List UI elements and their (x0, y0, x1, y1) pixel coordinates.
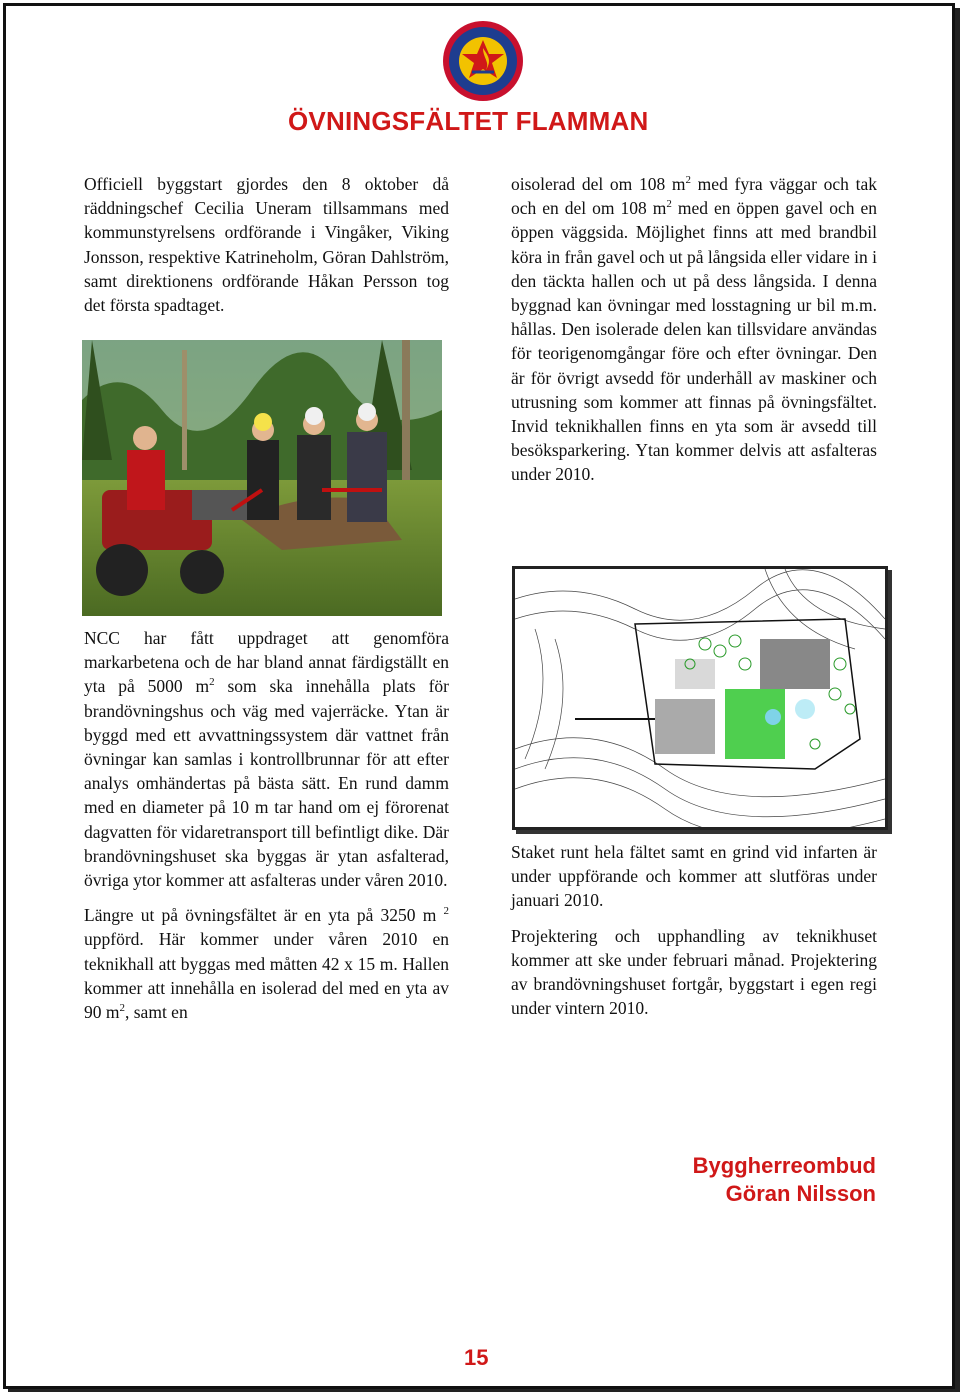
signature-block (693, 1152, 876, 1208)
rescue-service-logo (442, 20, 524, 102)
left-column-top (84, 172, 449, 328)
signature-name: Göran Nilsson (725, 1181, 876, 1206)
paragraph-hall-description: oisolerad del om 108 $m^2$ med fyra väggar och tak och en del om 108 $m^2$ med en öppen gavel och en öppen väggsida. Möjlighet finns att med brandbil köra in från gavel och ut på långsida eller vidare in i den täckta hallen och ut på dess långsida. I denna byggnad kan övningar med losstagning ur bil m.m. hållas. Den isolerade delen kan tillsvidare användas för teorigenomgångar före och efter övningar. Den är för övrigt avsedd för underhåll av maskiner och utrusning som kommer att finnas på övningsfältet. Invid teknikhallen finns en yta som är avsedd till besöksparkering. Ytan kommer delvis att asfalteras under 2010. (511, 174, 877, 485)
groundbreaking-photo (82, 340, 442, 616)
paragraph-ncc: NCC har fått uppdraget att genomföra markarbetena och de har bland annat färdigställt en yta på 5000 $m^2$ som ska innehålla plats för brandövningshus och väg med vajerräcke. Ytan är byggd med ett avvattningssystem där vattnet från övningar kan samlas i kontrollbrunnar för att efter analys omhändertas på bästa sätt. En rund damm med en diameter på 10 m tar hand om ej förorenat dagvatten för vidaretransport till befintligt dike. Där brandövningshuset ska byggas är ytan asfalterad, övriga ytor kommer att asfalteras under våren 2010. (84, 628, 449, 891)
paragraph-projecting: Projektering och upphandling av teknikhuset kommer att ske under februari månad. Projektering av brandövningshuset fortgår, byggstart i egen regi under vintern 2010. (511, 925, 877, 1019)
site-plan-map (512, 566, 888, 830)
signature-role: Byggherreombud (692, 1153, 876, 1178)
paragraph-fence: Staket runt hela fältet samt en grind vid infarten är under uppförande och kommer att slutföras under januari 2010. (511, 842, 877, 911)
page-title: ÖVNINGSFÄLTET FLAMMAN (288, 106, 649, 136)
page-number: 15 (464, 1345, 489, 1370)
paragraph-groundbreaking: Officiell byggstart gjordes den 8 oktober då räddningschef Cecilia Uneram tillsammans med kommunstyrelsens ordförande i Vingåker, Viking Jonsson, respektive Katrineholm, Göran Dahlström, samt direktionens ordförande Håkan Persson tog det första spadtaget. (84, 174, 449, 316)
paragraph-technical-hall: Längre ut på övningsfältet är en yta på 3250 m $^2$ uppförd. Här kommer under våren 2010 en teknikhall att byggas med måtten 42 x 15 m. Hallen kommer att innehålla en isolerad del med en yta av 90 $m^2$, samt en (84, 905, 449, 1023)
right-column-bottom (511, 840, 877, 1031)
left-column-bottom (84, 626, 449, 1035)
right-column-top (511, 172, 877, 498)
